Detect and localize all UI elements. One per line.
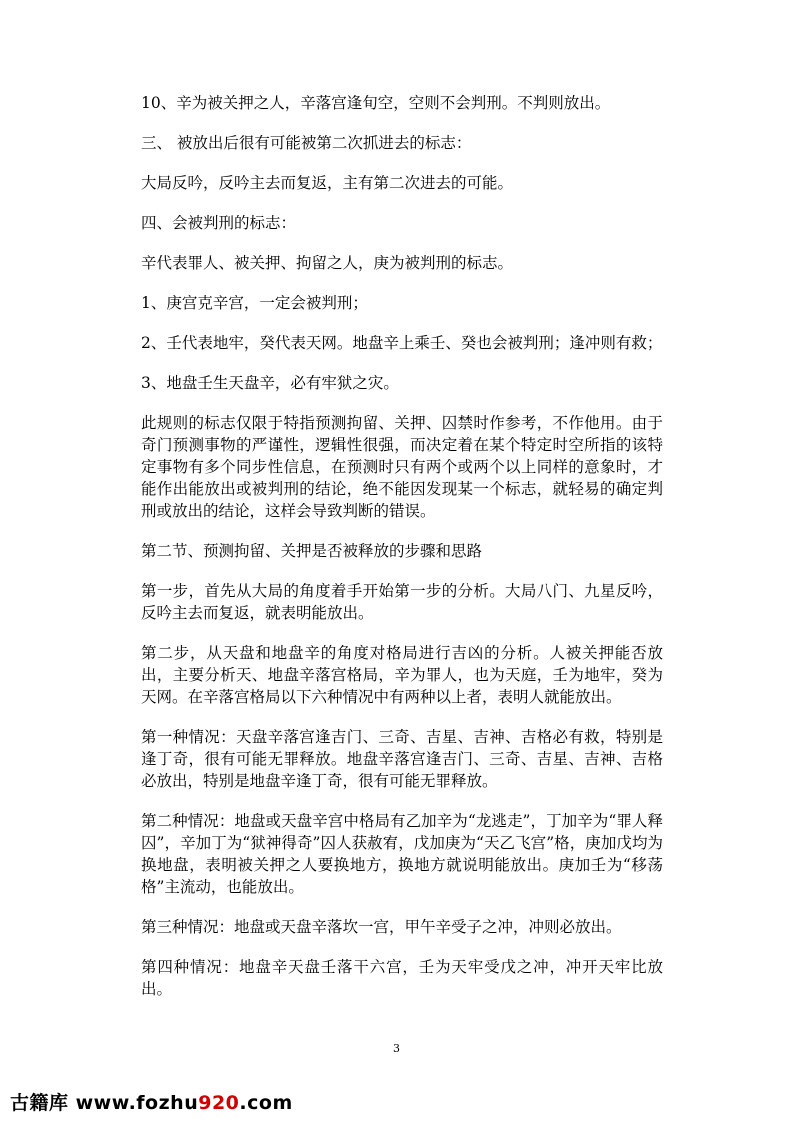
- paragraph: 2、壬代表地牢，癸代表天网。地盘辛上乘壬、癸也会被判刑；逢冲则有救；: [141, 334, 663, 352]
- paragraph: 第一步，首先从大局的角度着手开始第一步的分析。大局八门、九星反吟，反吟主去而复返，就表明能放出。: [141, 582, 663, 622]
- watermark-site-name: 古籍库: [10, 1092, 69, 1114]
- watermark-url-number: 920: [198, 1092, 240, 1114]
- watermark-url-suffix: .com: [239, 1092, 293, 1114]
- section-heading: 三、 被放出后很有可能被第二次抓进去的标志：: [141, 134, 472, 152]
- paragraph: 3、地盘壬生天盘辛，必有牢狱之灾。: [141, 374, 399, 392]
- paragraph: 第一种情况：天盘辛落宫逢吉门、三奇、吉星、吉神、吉格必有救，特别是逢丁奇，很有可能无罪释放。地盘辛落宫逢吉门、三奇、吉星、吉神、吉格必放出，特别是地盘辛逢丁奇，很有可能无罪释放。: [141, 728, 663, 790]
- paragraph: 辛代表罪人、被关押、拘留之人，庚为被判刑的标志。: [141, 254, 514, 272]
- paragraph: 第三种情况：地盘或天盘辛落坎一宫，甲午辛受子之冲，冲则必放出。: [141, 918, 622, 936]
- section-heading: 第二节、预测拘留、关押是否被释放的步骤和思路: [141, 542, 483, 560]
- site-watermark: [10, 1088, 293, 1115]
- paragraph: 第四种情况：地盘辛天盘壬落干六宫，壬为天牢受戊之冲，冲开天牢比放出。: [141, 958, 663, 998]
- paragraph: 10、辛为被关押之人，辛落宫逢旬空，空则不会判刑。不判则放出。: [141, 94, 611, 112]
- paragraph: 第二种情况：地盘或天盘辛宫中格局有乙加辛为“龙逃走”，丁加辛为“罪人释囚”，辛加丁为“狱神得奇”囚人获赦宥，戊加庚为“天乙飞宫”格，庚加戊均为换地盘，表明被关押之人要换地方，换地方就说明能放出。庚加壬为“移荡格”主流动，也能放出。: [141, 812, 663, 896]
- section-heading: 四、会被判刑的标志：: [141, 214, 297, 232]
- paragraph: 第二步，从天盘和地盘辛的角度对格局进行吉凶的分析。人被关押能否放出，主要分析天、地盘辛落宫格局，辛为罪人，也为天庭，壬为地牢，癸为天网。在辛落宫格局以下六种情况中有两种以上者，表明人就能放出。: [141, 644, 663, 706]
- page-number: 3: [393, 1042, 400, 1055]
- paragraph: 1、庚宫克辛宫，一定会被判刑；: [141, 294, 368, 312]
- document-body: [141, 92, 663, 1018]
- paragraph: 此规则的标志仅限于特指预测拘留、关押、囚禁时作参考，不作他用。由于奇门预测事物的严谨性，逻辑性很强，而决定着在某个特定时空所指的该特定事物有多个同步性信息，在预测时只有两个或两个以上同样的意象时，才能作出能放出或被判刑的结论，绝不能因发现某一个标志，就轻易的确定判刑或放出的结论，这样会导致判断的错误。: [141, 414, 663, 520]
- paragraph: 大局反吟，反吟主去而复返，主有第二次进去的可能。: [141, 174, 514, 192]
- watermark-url-prefix: www.fozhu: [68, 1092, 199, 1114]
